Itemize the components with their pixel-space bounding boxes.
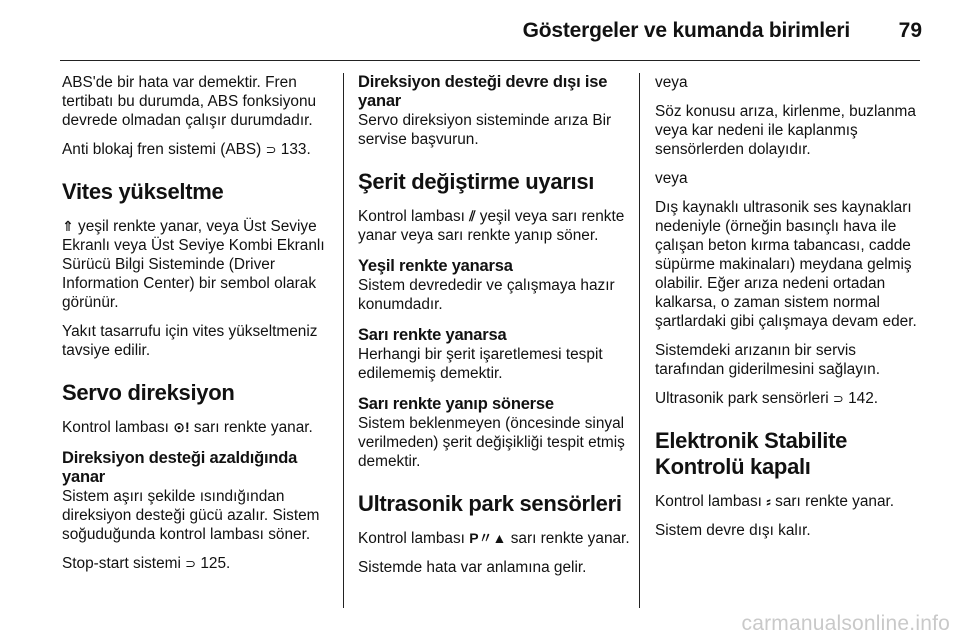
abs-reference xyxy=(62,140,334,159)
lane-departure-icon: ⫽ xyxy=(469,208,476,224)
column-2 xyxy=(358,73,630,587)
abs-reference-text: Anti blokaj fren sistemi (ABS) xyxy=(62,141,262,158)
stop-start-text: Stop-start sistemi xyxy=(62,555,181,572)
page-reference-icon: ⊃ xyxy=(832,391,844,406)
sari-yanip-paragraph: Sistem beklenmeyen (öncesinde sinyal verilmeden) şerit değişikliği tespit etmiş demektir. xyxy=(358,415,625,470)
stop-start-reference xyxy=(62,554,334,573)
abs-paragraph: ABS'de bir hata var demektir. Fren tertibatı bu durumda, ABS fonksiyonu devrede olmadan çalışır durumdadır. xyxy=(62,74,317,129)
yesil-paragraph: Sistem devrededir ve çalışmaya hazır konumdadır. xyxy=(358,277,615,313)
serit-paragraph-b: yeşil veya sarı renkte yanar veya sarı renkte yanıp söner. xyxy=(358,208,625,244)
servo-paragraph-b: sarı renkte yanar. xyxy=(193,419,313,436)
page-reference-icon: ⊃ xyxy=(185,556,197,571)
column-1 xyxy=(62,73,334,583)
vites-heading: Vites yükseltme xyxy=(62,179,224,204)
ultrasonik-paragraph-2: Sistemde hata var anlamına gelir. xyxy=(358,559,587,576)
sari-heading: Sarı renkte yanarsa xyxy=(358,326,507,344)
ultrasonik-paragraph-1 xyxy=(358,529,630,548)
column-divider-2 xyxy=(639,73,640,608)
veya-2: veya xyxy=(655,170,688,187)
stop-start-page: 125. xyxy=(200,555,231,572)
esc-heading: Elektronik Stabilite Kontrolü kapalı xyxy=(655,428,848,479)
vites-paragraph-2: Yakıt tasarrufu için vites yükseltmeniz tavsiye edilir. xyxy=(62,323,318,359)
vites-paragraph-1 xyxy=(62,217,334,312)
watermark: carmanualsonline.info xyxy=(741,612,950,635)
sari-yanip-heading: Sarı renkte yanıp sönerse xyxy=(358,395,554,413)
devre-disi-paragraph: Servo direksiyon sisteminde arıza Bir servise başvurun. xyxy=(358,112,612,148)
ultrasonik-reference xyxy=(655,389,927,408)
page-title: Göstergeler ve kumanda birimleri xyxy=(522,19,850,42)
column-divider-1 xyxy=(343,73,344,608)
esc-paragraph-b: sarı renkte yanar. xyxy=(775,493,895,510)
ultrasonik-reference-text: Ultrasonik park sensörleri xyxy=(655,390,829,407)
azaldi-paragraph: Sistem aşırı şekilde ısındığından direksiyon desteği gücü azalır. Sistem soğuduğunda kontrol lambası söner. xyxy=(62,488,320,543)
ultrasonik-reference-page: 142. xyxy=(848,390,879,407)
esc-paragraph-1 xyxy=(655,492,927,511)
servo-paragraph xyxy=(62,418,334,437)
devre-disi-heading: Direksiyon desteği devre dışı ise yanar xyxy=(358,73,608,110)
abs-reference-page: 133. xyxy=(280,141,311,158)
esc-off-icon: ⸗ xyxy=(766,493,771,509)
ultrasonik-heading: Ultrasonik park sensörleri xyxy=(358,491,622,516)
ultrasonik-paragraph-b: sarı renkte yanar. xyxy=(510,530,630,547)
page-number: 79 xyxy=(898,19,922,42)
vites-paragraph-1-text: yeşil renkte yanar, veya Üst Seviye Ekranlı veya Üst Seviye Kombi Ekranlı Sürücü Bilgi Sisteminde (Driver Information Center) bir sembol olarak görünür. xyxy=(62,218,325,311)
serit-paragraph xyxy=(358,207,630,245)
serit-heading: Şerit değiştirme uyarısı xyxy=(358,169,595,194)
esc-paragraph-2: Sistem devre dışı kalır. xyxy=(655,522,811,539)
col3-paragraph-3: Sistemdeki arızanın bir servis tarafından giderilmesini sağlayın. xyxy=(655,342,880,378)
esc-paragraph-a: Kontrol lambası xyxy=(655,493,762,510)
veya-1: veya xyxy=(655,74,688,91)
page-header xyxy=(0,0,960,60)
servo-paragraph-a: Kontrol lambası xyxy=(62,419,169,436)
column-3 xyxy=(655,73,927,550)
col3-paragraph-1: Söz konusu arıza, kirlenme, buzlanma veya kar nedeni ile kaplanmış sensörlerden dolayıdır. xyxy=(655,103,916,158)
col3-paragraph-2: Dış kaynaklı ultrasonik ses kaynakları nedeniyle (örneğin basınçlı hava ile çalışan beton kırma tabancası, cadde süpürme makinaları) meydana gelmiş olabilir. Eğer arıza nedeni ortadan kalkarsa, o zaman sistem normal şartlardaki gibi çalışmaya devam eder. xyxy=(655,199,917,330)
yesil-heading: Yeşil renkte yanarsa xyxy=(358,257,513,275)
sari-paragraph: Herhangi bir şerit işaretlemesi tespit edilememiş demektir. xyxy=(358,346,603,382)
servo-heading: Servo direksiyon xyxy=(62,380,235,405)
header-divider xyxy=(60,60,920,61)
page-reference-icon: ⊃ xyxy=(265,142,277,157)
upshift-arrow-icon: ⇑ xyxy=(62,218,74,234)
azaldi-heading: Direksiyon desteği azaldığında yanar xyxy=(62,449,298,486)
ultrasonik-paragraph-a: Kontrol lambası xyxy=(358,530,465,547)
serit-paragraph-a: Kontrol lambası xyxy=(358,208,465,225)
park-sensor-icon: P〃▲ xyxy=(469,530,507,546)
steering-warning-icon: ⊙! xyxy=(173,419,190,435)
